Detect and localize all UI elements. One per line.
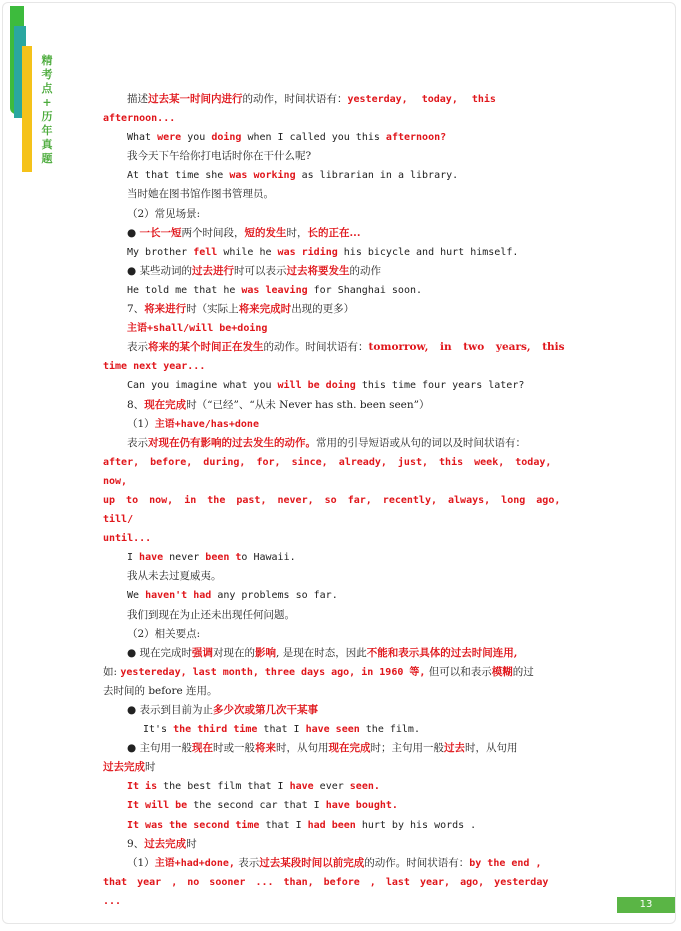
line-16: Can you imagine what you will be doing this time four years later? bbox=[127, 380, 525, 392]
line-40: that year , no sooner ... than, before , last year, ago, yesterday ... bbox=[103, 876, 549, 907]
line-23: I have never been to Hawaii. bbox=[127, 552, 296, 564]
document-body bbox=[103, 90, 574, 911]
line-2: afternoon... bbox=[103, 113, 176, 125]
line-36: It will be the second car that I have bought. bbox=[127, 800, 398, 812]
line-6: 当时她在图书馆作图书管理员。 bbox=[127, 188, 274, 201]
line-14: 表示将来的某个时间正在发生的动作。时间状语有：tomorrow, in two years, this bbox=[127, 341, 565, 354]
page-number: 13 bbox=[617, 897, 675, 913]
line-3: What were you doing when I called you this afternoon? bbox=[127, 132, 447, 144]
line-15: time next year... bbox=[103, 361, 206, 373]
bullet-icon: ● bbox=[127, 226, 137, 239]
line-5: At that time she was working as librarian in a library. bbox=[127, 170, 459, 182]
line-13: 主语+shall/will be+doing bbox=[127, 323, 268, 335]
line-20: after, before, during, for, since, already, just, this week, today, now, bbox=[103, 456, 552, 487]
line-38: 9、过去完成时 bbox=[127, 837, 197, 850]
line-9: My brother fell while he was riding his bicycle and hurt himself. bbox=[127, 246, 519, 258]
bullet-icon: ● bbox=[127, 646, 137, 659]
line-37: It was the second time that I had been hurt by his words . bbox=[127, 819, 477, 831]
line-35: It is the best film that I have ever seen. bbox=[127, 781, 380, 793]
line-39: （1）主语+had+done, 表示过去某段时间以前完成的动作。时间状语有：by the end , bbox=[127, 856, 542, 869]
line-10: ● 某些动词的过去进行时可以表示过去将要发生的动作 bbox=[127, 264, 382, 277]
line-12: 7、将来进行时（实际上将来完成时出现的更多） bbox=[127, 303, 355, 316]
bullet-icon: ● bbox=[127, 742, 137, 755]
line-8: ● 一长一短两个时间段，短的发生时，长的正在... bbox=[127, 226, 361, 239]
line-19: 表示对现在仍有影响的过去发生的动作。常用的引导短语或从句的词以及时间状语有： bbox=[127, 436, 526, 449]
line-34: 过去完成时 bbox=[103, 761, 156, 774]
side-label: 精 考 点 + 历 年 真 题 bbox=[41, 54, 53, 165]
line-29: 如: yestereday, last month, three days ago, in 1960 等, 但可以和表示模糊的过 bbox=[103, 665, 534, 678]
line-11: He told me that he was leaving for Shanghai soon. bbox=[127, 284, 423, 296]
bullet-icon: ● bbox=[127, 704, 137, 716]
line-26: 我们到现在为止还未出现任何问题。 bbox=[127, 608, 295, 621]
line-30: 去时间的 before 连用。 bbox=[103, 684, 218, 697]
line-21: up to now, in the past, never, so far, recently, always, long ago, till/ bbox=[103, 494, 561, 526]
line-25: We haven't had any problems so far. bbox=[127, 590, 338, 602]
line-7: （2）常见场景: bbox=[127, 207, 201, 220]
line-27: （2）相关要点: bbox=[127, 627, 201, 640]
line-22: until... bbox=[103, 533, 152, 545]
line-18: （1）主语+have/has+done bbox=[127, 417, 259, 430]
line-17: 8、现在完成时（“已经”、“从未 Never has sth. been seen”） bbox=[127, 398, 430, 411]
line-31: ● 表示到目前为止多少次或第几次干某事 bbox=[127, 704, 319, 716]
line-32: It's the third time that I have seen the film. bbox=[143, 724, 420, 736]
line-1: 描述过去某一时间内进行的动作，时间状语有：yesterday, today, this bbox=[127, 93, 496, 105]
decorative-bar-yellow bbox=[22, 46, 32, 172]
line-4: 我今天下午给你打电话时你在干什么呢? bbox=[127, 150, 312, 163]
line-24: 我从未去过夏威夷。 bbox=[127, 570, 222, 583]
bullet-icon: ● bbox=[127, 264, 137, 277]
line-28: ● 现在完成时强调对现在的影响, 是现在时态，因此不能和表示具体的过去时间连用, bbox=[127, 646, 518, 659]
line-33: ● 主句用一般现在时或一般将来时，从句用现在完成时；主句用一般过去时，从句用 bbox=[127, 742, 518, 755]
